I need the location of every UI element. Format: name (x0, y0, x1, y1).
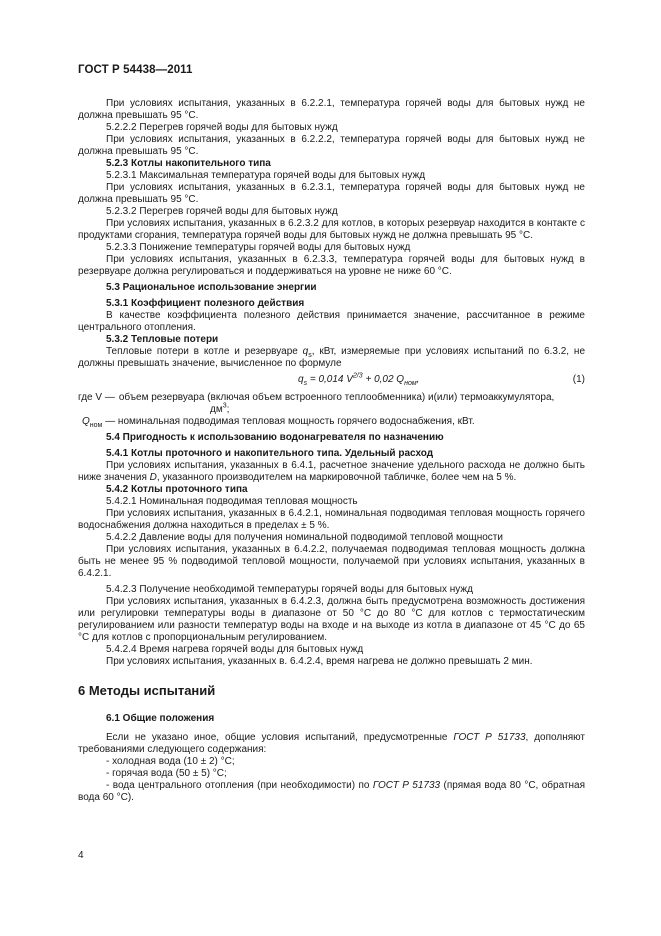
formula (78, 374, 585, 388)
chapter-heading: 6 Методы испытаний (78, 683, 216, 698)
section-heading: 5.3.1 Коэффициент полезного действия (106, 298, 305, 309)
list-item: - вода центрального отопления (при необходимости) по ГОСТ Р 51733 (прямая вода 80 °С, обратная вода 60 °С). (78, 780, 586, 803)
paragraph: При условиях испытания, указанных в 6.2.3.2 для котлов, в которых резервуар находится в контакте с продуктами сгорания, температура горячей воды для бытовых нужд не должна превышать 95 °С. (78, 218, 585, 241)
subsection-heading: 5.2.3.2 Перегрев горячей воды для бытовых нужд (106, 206, 338, 217)
section-heading: 5.4 Пригодность к использованию водонагревателя по назначению (106, 432, 444, 443)
paragraph: Тепловые потери в котле и резервуаре $q_s$, кВт, измеряемые при условиях испытаний по 6.3.2, не должны превышать значение, вычисленное по формуле (78, 346, 586, 369)
subsection-heading: 5.4.2.3 Получение необходимой температуры горячей воды для бытовых нужд (106, 584, 473, 595)
subsection-heading: 5.2.2.2 Перегрев горячей воды для бытовых нужд (106, 122, 338, 133)
paragraph: Если не указано иное, общие условия испытаний, предусмотренные ГОСТ Р 51733, дополняют требованиями следующего содержания: (78, 732, 586, 755)
paragraph: При условиях испытания, указанных в 6.2.2.2, температура горячей воды для бытовых нужд не должна превышать 95 °С. (78, 134, 585, 157)
paragraph: При условиях испытания, указанных в 6.4.2.1, номинальная подводимая тепловая мощность горячего водоснабжения должна находиться в пределах ± 5 %. (78, 508, 585, 531)
paragraph: При условиях испытания, указанных в 6.4.2.2, получаемая подводимая тепловая мощность должна быть не менее 95 % подводимой тепловой мощности, получаемой при условиях испытания, указанных в 6.4.2.1. (78, 544, 585, 579)
section-heading: 5.4.1 Котлы проточного и накопительного типа. Удельный расход (106, 448, 434, 459)
paragraph: В качестве коэффициента полезного действия принимается значение, рассчитанное в режиме центрального отопления. (78, 310, 585, 333)
paragraph: При условиях испытания, указанных в. 6.4.2.4, время нагрева не должно превышать 2 мин. (106, 656, 533, 667)
subsection-heading: 5.4.2.2 Давление воды для получения номинальной подводимой тепловой мощности (106, 532, 503, 543)
paragraph: При условиях испытания, указанных в 6.2.3.1, температура горячей воды для бытовых нужд не должна превышать 95 °С. (78, 182, 585, 205)
list-item: - горячая вода (50 ± 5) °С; (106, 768, 227, 779)
subsection-heading: 5.4.2.1 Номинальная подводимая тепловая мощность (106, 496, 358, 507)
where-clause: где V — объем резервуара (включая объем встроенного теплообменника) и(или) термоаккумулятора, (78, 392, 555, 403)
paragraph: При условиях испытания, указанных в 6.4.1, расчетное значение удельного расхода не должно быть ниже значения D, указанного производителем на маркировочной табличке, более чем на 5 %. (78, 460, 585, 483)
document-body (78, 98, 585, 804)
document-header: ГОСТ Р 54438—2011 (78, 64, 193, 76)
subsection-heading: 5.2.3.3 Понижение температуры горячей воды для бытовых нужд (106, 242, 411, 253)
formula-number: (1) (572, 374, 585, 385)
section-heading: 5.3.2 Тепловые потери (106, 334, 219, 345)
section-heading: 5.2.3 Котлы накопительного типа (106, 158, 271, 169)
formula-expression: $q_s = 0,014$ $V^{2/3} + 0,02$ $Q_{ном}$, (298, 372, 420, 387)
where-clause: $Q_{ном}$ — номинальная подводимая тепловая мощность горячего водоснабжения, кВт. (82, 416, 475, 429)
section-heading: 5.3 Рациональное использование энергии (106, 282, 317, 293)
section-heading: 5.4.2 Котлы проточного типа (106, 484, 248, 495)
where-clause-continuation: $дм^3$; (210, 402, 230, 415)
page-number: 4 (78, 850, 84, 861)
list-item: - холодная вода (10 ± 2) °С; (106, 756, 235, 767)
paragraph: При условиях испытания, указанных в 6.4.2.3, должна быть предусмотрена возможность достижения или регулировки температуры воды в диапазоне от 50 °С до 80 °С для котлов с термостатическим регулированием или разности температур воды на входе и на выходе из котла в диапазоне от 45 °С до 65 °С для котлов с пропорциональным регулированием. (78, 596, 585, 643)
subsection-heading: 5.2.3.1 Максимальная температура горячей воды для бытовых нужд (106, 170, 426, 181)
paragraph: При условиях испытания, указанных в 6.2.3.3, температура горячей воды для бытовых нужд в резервуаре должна регулироваться и поддерживаться на уровне не ниже 60 °С. (78, 254, 585, 277)
section-heading: 6.1 Общие положения (106, 713, 215, 724)
subsection-heading: 5.4.2.4 Время нагрева горячей воды для бытовых нужд (106, 644, 364, 655)
paragraph: При условиях испытания, указанных в 6.2.2.1, температура горячей воды для бытовых нужд не должна превышать 95 °С. (78, 98, 585, 121)
